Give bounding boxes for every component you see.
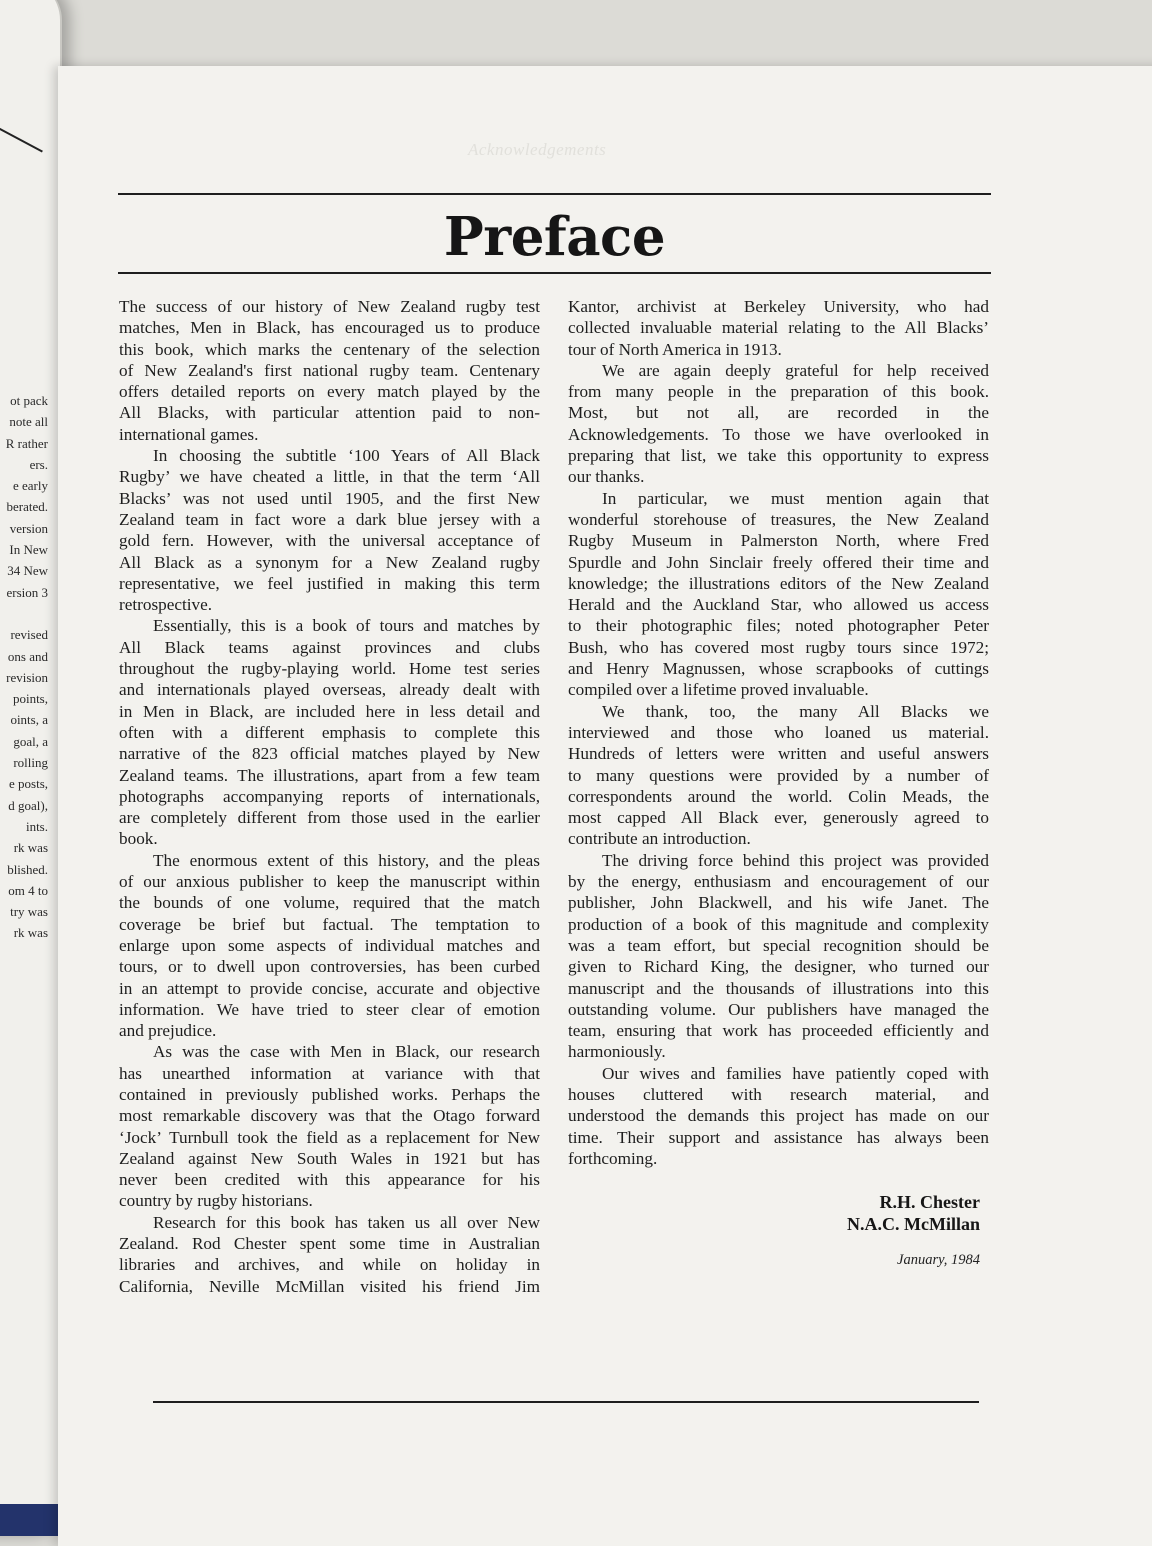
text-line: throughout the rugby-playing world. Home test series xyxy=(119,659,540,679)
text-line: Kantor, archivist at Berkeley University, who had xyxy=(568,297,989,316)
title-rule xyxy=(118,272,991,274)
facing-page xyxy=(0,0,62,1536)
text-line: Zealand team in fact wore a dark blue jersey with a xyxy=(119,509,540,529)
text-line: Our wives and families have patiently coped with xyxy=(602,1063,989,1083)
facing-page-line: In New xyxy=(9,542,48,558)
text-line: publisher, John Blackwell, and his wife Janet. The xyxy=(568,893,989,913)
facing-page-line: 34 New xyxy=(7,563,48,579)
text-line: manuscript and the thousands of illustrations into this xyxy=(568,978,989,998)
text-line: houses cluttered with research material, and xyxy=(568,1084,989,1104)
text-column-left xyxy=(119,296,540,1297)
facing-page-line: revised xyxy=(10,627,48,643)
facing-page-line: blished. xyxy=(7,861,48,877)
text-line: California, Neville McMillan visited his friend Jim xyxy=(119,1276,540,1296)
facing-page-line: e early xyxy=(12,478,48,494)
text-line: Zealand. Rod Chester spent some time in Australian xyxy=(119,1234,540,1254)
text-line: Rugby’ we have cheated a little, in that the term ‘All xyxy=(119,467,540,487)
text-line: In choosing the subtitle ‘100 Years of All Black xyxy=(153,446,540,466)
text-line: offers detailed reports on every match played by the xyxy=(119,382,540,402)
text-line: wonderful storehouse of treasures, the New Zealand xyxy=(568,509,989,529)
text-line: All Black as a synonym for a New Zealand rugby xyxy=(119,552,540,572)
facing-page-line: berated. xyxy=(6,499,48,515)
facing-page-line: rk was xyxy=(13,925,48,941)
text-line: tour of North America in 1913. xyxy=(568,339,782,359)
facing-page-line: R rather xyxy=(5,435,48,451)
text-line: Herald and the Auckland Star, who allowed us access xyxy=(568,595,989,615)
text-line: outstanding volume. Our publishers have managed the xyxy=(568,999,989,1019)
text-line: All Blacks, with particular attention paid to non- xyxy=(119,403,540,423)
facing-page-line: points, xyxy=(12,691,48,707)
text-line: country by rugby historians. xyxy=(119,1191,313,1211)
text-line: and Henry Magnussen, whose scrapbooks of cuttings xyxy=(568,659,989,679)
text-line: As was the case with Men in Black, our research xyxy=(153,1042,540,1062)
text-line: are completely different from those used in the earlier xyxy=(119,808,540,828)
page-title: Preface xyxy=(443,206,666,268)
text-line: photographs accompanying reports of internationals, xyxy=(119,786,540,806)
facing-page-line: ons and xyxy=(7,648,48,664)
text-line: contained in previously published works. Perhaps the xyxy=(119,1084,540,1104)
text-line: by the energy, enthusiasm and encouragement of our xyxy=(568,872,989,892)
text-line: and prejudice. xyxy=(119,1021,217,1041)
text-line: representative, we feel justified in making this term xyxy=(119,573,540,593)
text-line: Hundreds of letters were written and useful answers xyxy=(568,744,989,764)
text-line: most capped All Black ever, generously agreed to xyxy=(568,808,989,828)
text-line: Zealand against New South Wales in 1921 but has xyxy=(119,1148,540,1168)
text-line: collected invaluable material relating to the All Blacks’ xyxy=(568,318,989,338)
text-line: Rugby Museum in Palmerston North, where Fred xyxy=(568,531,989,551)
text-line: correspondents around the world. Colin Meads, the xyxy=(568,786,989,806)
show-through-text: Acknowledgements xyxy=(468,140,607,159)
text-line: was a team effort, but special recognition should be xyxy=(568,935,989,955)
bottom-rule xyxy=(153,1401,979,1403)
facing-page-line: revision xyxy=(6,669,48,685)
text-line: Research for this book has taken us all over New xyxy=(153,1212,540,1232)
text-line: We are again deeply grateful for help received xyxy=(602,360,989,380)
text-line: Acknowledgements. To those we have overlooked in xyxy=(568,424,989,444)
text-line: Essentially, this is a book of tours and matches by xyxy=(153,616,540,636)
facing-page-line xyxy=(0,603,48,624)
facing-page-line: d goal), xyxy=(8,797,48,813)
text-line: of New Zealand's first national rugby team. Centenary xyxy=(119,360,540,380)
text-line: Bush, who has covered most rugby tours since 1972; xyxy=(568,637,989,657)
text-line: to their photographic files; noted photographer Peter xyxy=(568,616,989,636)
text-line: retrospective. xyxy=(119,595,213,615)
text-line: interviewed and those who loaned us material. xyxy=(568,722,989,742)
text-line: often with a different emphasis to complete this xyxy=(119,722,540,742)
text-column-right xyxy=(568,296,989,1169)
text-line: understood the demands this project has made on our xyxy=(568,1106,989,1126)
text-line: international games. xyxy=(119,424,259,444)
text-line: ‘Jock’ Turnbull took the field as a replacement for New xyxy=(119,1127,540,1147)
facing-page-line: rk was xyxy=(13,840,48,856)
text-line: to many questions were provided by a number of xyxy=(568,765,989,785)
text-line: coverage be brief but factual. The temptation to xyxy=(119,914,540,934)
text-line: We thank, too, the many All Blacks we xyxy=(602,701,989,721)
text-line: libraries and archives, and while on holiday in xyxy=(119,1255,540,1275)
text-line: production of a book of this magnitude and complexity xyxy=(568,914,989,934)
text-line: tours, or to dwell upon controversies, has been curbed xyxy=(119,957,540,977)
facing-page-line: goal, a xyxy=(13,733,48,749)
curve-line xyxy=(0,70,62,153)
text-line: Zealand teams. The illustrations, apart from a few team xyxy=(119,765,540,785)
text-line: given to Richard King, the designer, who turned our xyxy=(568,957,989,977)
facing-page-line: ersion 3 xyxy=(6,584,48,600)
text-line: team, ensuring that work has proceeded efficiently and xyxy=(568,1021,989,1041)
facing-page-line: oints, a xyxy=(10,712,48,728)
text-line: enlarge upon some aspects of individual matches and xyxy=(119,935,540,955)
text-line: gold fern. However, with the universal acceptance of xyxy=(119,531,540,551)
facing-page-line: note all xyxy=(9,414,48,430)
text-line: in Men in Black, are included here in less detail and xyxy=(119,701,540,721)
text-line: All Black teams against provinces and clubs xyxy=(119,637,540,657)
text-line: knowledge; the illustrations editors of the New Zealand xyxy=(568,573,989,593)
facing-page-line: om 4 to xyxy=(8,882,48,898)
text-line: never been credited with this appearance for his xyxy=(119,1170,540,1190)
top-rule xyxy=(118,193,991,195)
text-line: The driving force behind this project was provided xyxy=(602,850,989,870)
text-line: this book, which marks the centenary of the selection xyxy=(119,339,540,359)
text-line: information. We have tried to steer clear of emotion xyxy=(119,999,540,1019)
text-line: in an attempt to provide concise, accurate and objective xyxy=(119,978,540,998)
text-line: time. Their support and assistance has always been xyxy=(568,1127,989,1147)
text-line: from many people in the preparation of this book. xyxy=(568,382,989,402)
text-line: preparing that list, we take this opportunity to express xyxy=(568,446,989,466)
facing-page-line: rolling xyxy=(13,755,48,771)
text-line: Spurdle and John Sinclair freely offered their time and xyxy=(568,552,989,572)
book-cover-edge xyxy=(0,1504,62,1536)
facing-page-line: e posts, xyxy=(9,776,48,792)
text-line: the bounds of one volume, required that the match xyxy=(119,893,540,913)
text-line: contribute an introduction. xyxy=(568,829,751,849)
facing-page-line: ints. xyxy=(25,818,48,834)
text-line: our thanks. xyxy=(568,467,645,487)
text-line: The success of our history of New Zealand rugby test xyxy=(119,297,540,316)
text-line: The enormous extent of this history, and the pleas xyxy=(153,850,540,870)
signature-block xyxy=(660,1192,980,1235)
text-line: In particular, we must mention again that xyxy=(602,488,989,508)
text-line: Most, but not all, are recorded in the xyxy=(568,403,989,423)
signature-date: January, 1984 xyxy=(897,1252,980,1268)
author-name-2: N.A.C. McMillan xyxy=(847,1213,980,1234)
facing-page-line: ers. xyxy=(29,456,48,472)
text-line: most remarkable discovery was that the Otago forward xyxy=(119,1106,540,1126)
author-name-1: R.H. Chester xyxy=(879,1192,980,1212)
text-line: compiled over a lifetime proved invaluable. xyxy=(568,680,869,700)
text-line: harmoniously. xyxy=(568,1042,666,1062)
text-line: has unearthed information at variance with that xyxy=(119,1063,540,1083)
text-line: matches, Men in Black, has encouraged us to produce xyxy=(119,318,540,338)
facing-page-line: try was xyxy=(10,904,48,920)
text-line: Blacks’ was not used until 1905, and the first New xyxy=(119,488,540,508)
text-line: forthcoming. xyxy=(568,1148,658,1168)
facing-page-line: ot pack xyxy=(10,393,48,408)
facing-page-text xyxy=(0,390,48,944)
text-line: book. xyxy=(119,829,158,849)
text-line: narrative of the 823 official matches played by New xyxy=(119,744,540,764)
text-line: of our anxious publisher to keep the manuscript within xyxy=(119,872,540,892)
facing-page-line: version xyxy=(9,520,48,536)
text-line: and internationals played overseas, already dealt with xyxy=(119,680,540,700)
